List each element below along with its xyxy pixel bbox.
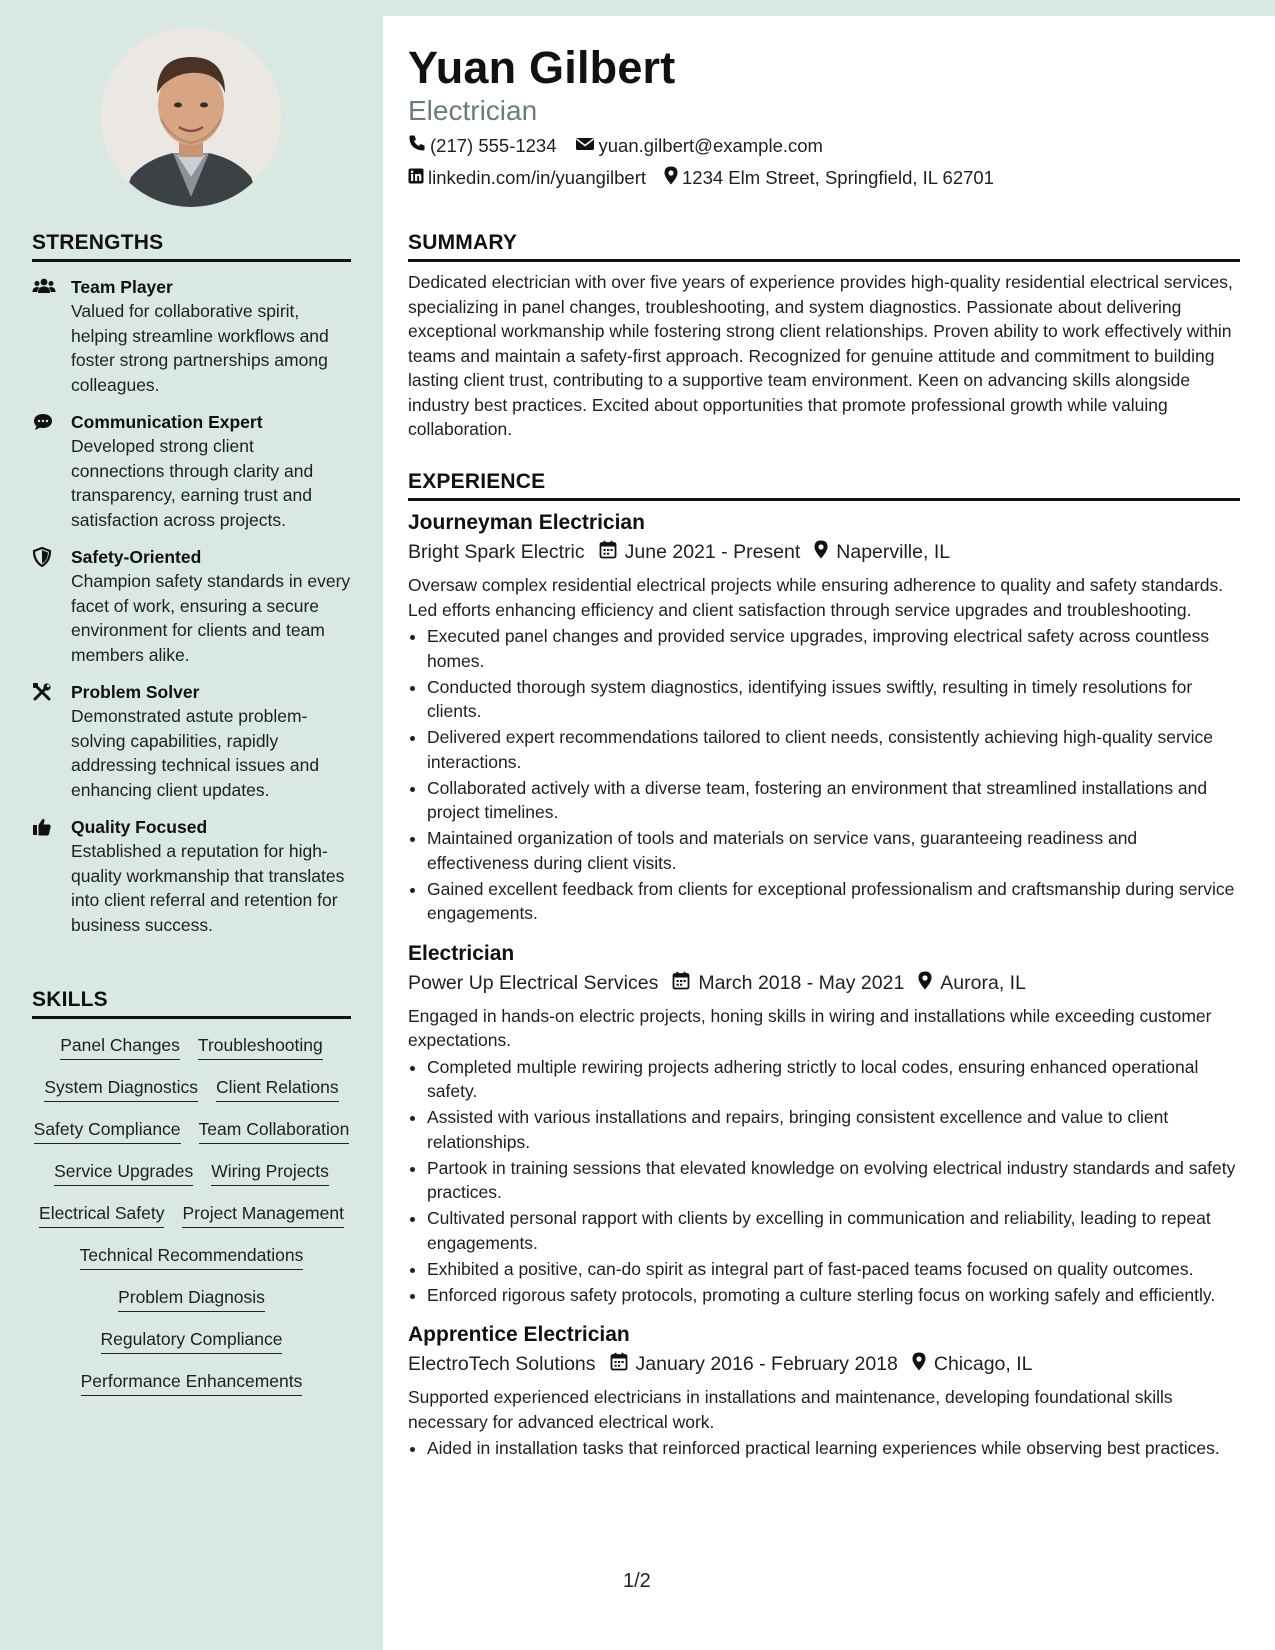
calendar-icon <box>610 1352 636 1377</box>
strength-description: Developed strong client connections through clarity and transparency, earning trust and satisfaction across projects. <box>71 436 314 530</box>
page-number: 1/2 <box>623 1570 651 1592</box>
summary-heading: SUMMARY <box>408 231 1240 262</box>
contact-linkedin <box>408 167 646 189</box>
phone-icon <box>408 134 430 157</box>
strength-title: Safety-Oriented <box>71 547 202 567</box>
job-meta <box>408 1352 1240 1377</box>
map-pin-icon <box>912 1352 934 1377</box>
job-bullets <box>408 1055 1240 1308</box>
job-title: Electrician <box>408 941 515 965</box>
address-text: 1234 Elm Street, Springfield, IL 62701 <box>682 167 994 188</box>
chat-bubble-icon <box>32 412 56 432</box>
skill-tag: Performance Enhancements <box>81 1369 303 1396</box>
job-dates: January 2016 - February 2018 <box>610 1352 898 1377</box>
strength-title: Quality Focused <box>71 817 208 837</box>
job-description: Oversaw complex residential electrical projects while ensuring adherence to quality and safety standards. Led efforts enhancing efficiency and client satisfaction through service upgrades and troubleshooting. <box>408 575 1224 620</box>
strength-item <box>32 545 351 667</box>
bullet-item: • Gained excellent feedback from clients for exceptional professionalism and craftsmanship during service engagements. <box>427 877 1240 926</box>
job-entry <box>408 1321 1240 1461</box>
skill-tag: Wiring Projects <box>211 1159 329 1186</box>
map-pin-icon <box>664 166 682 190</box>
skill-tag: Team Collaboration <box>199 1117 350 1144</box>
skill-tag: Regulatory Compliance <box>101 1327 283 1354</box>
envelope-icon <box>575 135 599 157</box>
strength-description: Valued for collaborative spirit, helping streamline workflows and foster strong partnerships among colleagues. <box>71 301 329 395</box>
skill-tag: Troubleshooting <box>198 1033 323 1060</box>
map-pin-icon <box>814 540 836 565</box>
strength-title: Communication Expert <box>71 412 263 432</box>
skill-tag: Safety Compliance <box>34 1117 181 1144</box>
skills-list <box>32 1025 351 1403</box>
job-title: Journeyman Electrician <box>408 511 645 534</box>
experience-heading: EXPERIENCE <box>408 470 1240 501</box>
sidebar <box>0 0 383 1650</box>
skill-tag: Technical Recommendations <box>80 1243 304 1270</box>
company-name: Power Up Electrical Services <box>408 971 659 994</box>
strength-item <box>32 410 351 532</box>
tools-icon <box>32 682 56 702</box>
contact-phone <box>408 134 557 157</box>
contact-address <box>664 166 994 190</box>
job-dates: June 2021 - Present <box>599 540 801 565</box>
bullet-item: • Delivered expert recommendations tailored to client needs, consistently achieving high-quality service interactions. <box>427 725 1240 774</box>
skill-tag: Client Relations <box>216 1075 339 1102</box>
job-entry <box>408 509 1240 926</box>
job-entry <box>408 940 1240 1308</box>
thumbs-up-icon <box>32 817 56 837</box>
skill-tag: System Diagnostics <box>44 1075 198 1102</box>
strength-item <box>32 815 351 937</box>
skill-tag: Panel Changes <box>60 1033 180 1060</box>
bullet-item: • Completed multiple rewiring projects adhering strictly to local codes, ensuring enhanced operational safety. <box>427 1055 1240 1104</box>
calendar-icon <box>672 971 698 996</box>
summary-text: Dedicated electrician with over five years of experience provides high-quality residential electrical services, specializing in panel changes, troubleshooting, and system diagnostics. Passionate about delivering exceptional workmanship while fostering strong client relationships. Proven ability to work effectively within teams and maintain a safety-first approach. Recognized for genuine attitude and commitment to building lasting client trust, contributing to a supportive team environment. Keen on advancing skills alongside industry best practices. Excited about opportunities that promote professional growth while valuing collaboration. <box>408 272 1233 439</box>
strengths-heading: STRENGTHS <box>32 231 351 262</box>
skills-section <box>32 988 351 1403</box>
profile-photo <box>101 27 281 207</box>
linkedin-text: linkedin.com/in/yuangilbert <box>428 167 647 188</box>
bullet-item: • Collaborated actively with a diverse team, fostering an environment that streamlined installations and project timelines. <box>427 776 1240 825</box>
calendar-icon <box>599 540 625 565</box>
skill-tag: Service Upgrades <box>54 1159 193 1186</box>
experience-section <box>408 470 1240 1462</box>
bullet-item: • Assisted with various installations and repairs, bringing consistent excellence and value to client relationships. <box>427 1105 1240 1154</box>
contact-email <box>575 135 823 157</box>
job-location: Chicago, IL <box>912 1352 1033 1377</box>
shield-icon <box>32 547 56 567</box>
job-location: Aurora, IL <box>918 971 1026 996</box>
bullet-item: • Exhibited a positive, can-do spirit as integral part of fast-paced teams focused on quality outcomes. <box>427 1257 1240 1282</box>
bullet-item: • Conducted thorough system diagnostics, identifying issues swiftly, resulting in timely resolutions for clients. <box>427 675 1240 724</box>
bullet-item: • Executed panel changes and provided service upgrades, improving electrical safety across countless homes. <box>427 624 1240 673</box>
strength-description: Demonstrated astute problem-solving capabilities, rapidly addressing technical issues and enhancing client updates. <box>71 706 320 800</box>
summary-section <box>408 231 1240 442</box>
strength-item <box>32 275 351 397</box>
skill-tag: Project Management <box>182 1201 343 1228</box>
job-title: Apprentice Electrician <box>408 1323 630 1346</box>
bullet-item: • Maintained organization of tools and materials on service vans, guaranteeing readiness and effectiveness during client visits. <box>427 826 1240 875</box>
job-description: Engaged in hands-on electric projects, honing skills in wiring and installations while exceeding customer expectations. <box>408 1005 1212 1050</box>
strength-title: Team Player <box>71 277 173 297</box>
job-description: Supported experienced electricians in installations and maintenance, developing foundational skills necessary for advanced electrical work. <box>408 1387 1173 1432</box>
bullet-item: • Cultivated personal rapport with clients by excelling in communication and reliability, leading to repeat engagements. <box>427 1206 1240 1255</box>
strengths-section <box>32 231 351 937</box>
linkedin-icon <box>408 167 428 189</box>
job-meta <box>408 971 1240 996</box>
strength-title: Problem Solver <box>71 682 200 702</box>
job-dates: March 2018 - May 2021 <box>672 971 904 996</box>
company-name: ElectroTech Solutions <box>408 1353 596 1375</box>
contact-row-2 <box>408 166 1012 190</box>
skill-tag: Problem Diagnosis <box>118 1285 265 1312</box>
phone-text: (217) 555-1234 <box>430 134 557 156</box>
email-text: yuan.gilbert@example.com <box>598 134 823 156</box>
users-icon <box>32 277 56 297</box>
strength-description: Established a reputation for high-quality workmanship that translates into client referral and retention for business success. <box>71 841 345 935</box>
bullet-item: • Partook in training sessions that elevated knowledge on evolving electrical industry standards and safety practices. <box>427 1156 1240 1205</box>
map-pin-icon <box>918 971 940 996</box>
job-bullets <box>408 1436 1240 1461</box>
candidate-name: Yuan Gilbert <box>408 42 676 93</box>
bullet-item: • Aided in installation tasks that reinforced practical learning experiences while observing best practices. <box>427 1436 1240 1461</box>
contact-row <box>408 134 841 157</box>
skills-heading: SKILLS <box>32 988 351 1019</box>
job-meta <box>408 540 1240 565</box>
job-location: Naperville, IL <box>814 540 950 565</box>
strength-description: Champion safety standards in every facet of work, ensuring a secure environment for clients and team members alike. <box>71 571 351 665</box>
strength-item <box>32 680 351 802</box>
candidate-role: Electrician <box>408 95 538 126</box>
skill-tag: Electrical Safety <box>39 1201 164 1228</box>
company-name: Bright Spark Electric <box>408 541 585 563</box>
job-bullets <box>408 624 1240 926</box>
bullet-item: • Enforced rigorous safety protocols, promoting a culture sterling focus on working safely and efficiently. <box>427 1283 1240 1308</box>
